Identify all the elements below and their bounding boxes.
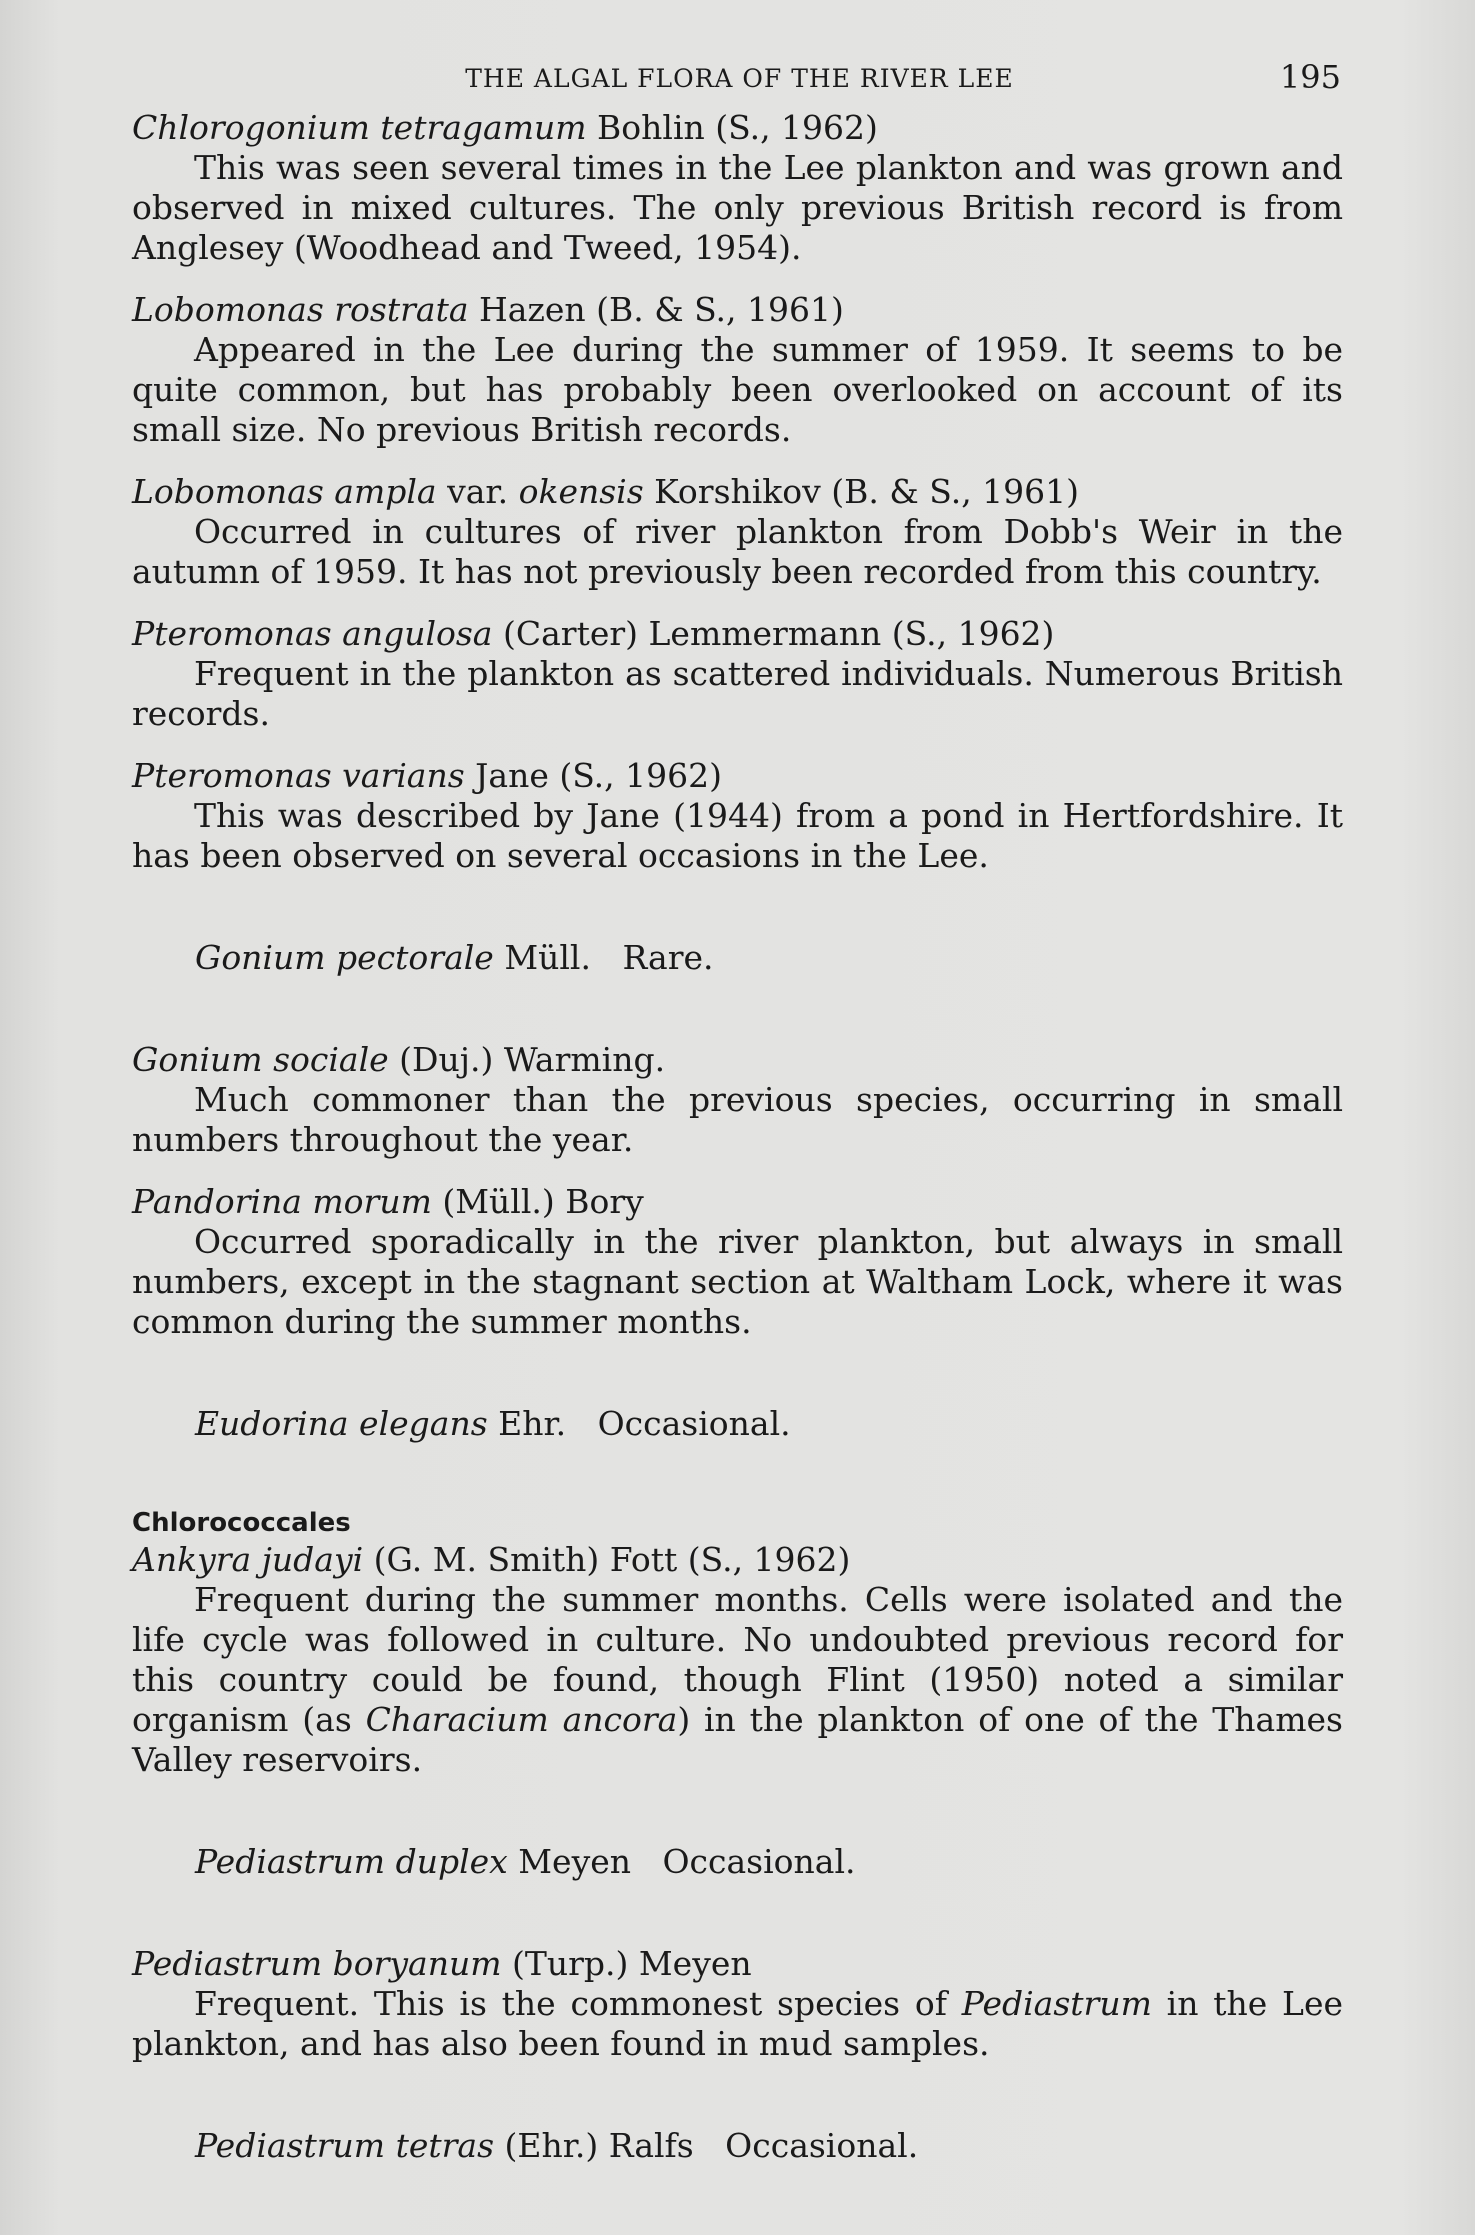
taxon-name (132, 1040, 1343, 1080)
taxon-binomial: Lobomonas rostrata (132, 290, 469, 329)
species-description: Occurred sporadically in the river plankton, but always in small numbers, except in the stagnant section at Waltham Lock, where it was common during the summer months. (132, 1222, 1343, 1341)
taxon-authority: (Müll.) Bory (442, 1182, 644, 1221)
species-description: This was seen several times in the Lee plankton and was grown and observed in mixed cultures. The only previous British record is from Anglesey (Woodhead and Tweed, 1954). (132, 148, 1343, 267)
species-description (132, 1580, 1343, 1780)
species-entry (132, 290, 1343, 450)
taxon-binomial: Pediastrum duplex (194, 1842, 508, 1881)
description-text: Frequent during the summer months. Cells were isolated and the life cycle was followed in culture. No undoubted previous record for this country could be found, though Flint (1950) noted a similar organism (as (132, 1580, 1343, 1739)
taxon-binomial: Pteromonas angulosa (132, 614, 493, 653)
description-italic-taxon: Characium ancora (365, 1700, 678, 1739)
taxon-binomial: Pandorina morum (132, 1182, 432, 1221)
taxon-binomial: Pediastrum tetras (194, 2126, 494, 2165)
taxon-name (132, 1802, 1343, 1922)
description-italic-taxon: Pediastrum (961, 1984, 1152, 2023)
taxon-authority: Müll. Rare. (504, 938, 714, 977)
species-description: Much commoner than the previous species, occurring in small numbers throughout the year. (132, 1080, 1343, 1159)
species-description: Frequent in the plankton as scattered individuals. Numerous British records. (132, 654, 1343, 733)
taxon-binomial: Ankyra judayi (132, 1540, 364, 1579)
taxon-authority: Jane (S., 1962) (475, 756, 722, 795)
taxon-name (132, 1364, 1343, 1484)
taxon-authority: Meyen Occasional. (518, 1842, 856, 1881)
page-number: 195 (1279, 58, 1341, 96)
taxon-authority: Ehr. Occasional. (498, 1404, 791, 1443)
species-entry (132, 1540, 1343, 1780)
taxon-name (132, 290, 1343, 330)
taxon-name (132, 2086, 1343, 2206)
species-entry (132, 1802, 1343, 1922)
taxon-binomial: Chlorogonium tetragamum (132, 108, 587, 147)
taxon-name (132, 472, 1343, 512)
taxon-name (132, 1182, 1343, 1222)
taxon-variety-marker: var. (447, 472, 509, 511)
description-text: in the Lee plankton, and has also been found in mud samples. (132, 1984, 1344, 2063)
taxon-authority: (Duj.) Warming. (399, 1040, 666, 1079)
taxon-name (132, 756, 1343, 796)
taxon-authority: Hazen (B. & S., 1961) (479, 290, 844, 329)
species-entry (132, 1364, 1343, 1484)
taxon-authority: (Turp.) Meyen (512, 1944, 752, 1983)
taxon-authority: (Carter) Lemmermann (S., 1962) (503, 614, 1055, 653)
species-entry (132, 614, 1343, 734)
species-entry (132, 1944, 1343, 2064)
taxon-authority: (Ehr.) Ralfs Occasional. (504, 2126, 919, 2165)
species-description: Occurred in cultures of river plankton from Dobb's Weir in the autumn of 1959. It has not previously been recorded from this country. (132, 512, 1343, 591)
species-description: This was described by Jane (1944) from a pond in Hertfordshire. It has been observed on several occasions in the Lee. (132, 796, 1343, 875)
species-description (132, 1984, 1343, 2064)
taxon-name (132, 898, 1343, 1018)
species-entry (132, 756, 1343, 876)
species-entry (132, 1040, 1343, 1160)
page-header (136, 58, 1343, 108)
running-title: THE ALGAL FLORA OF THE RIVER LEE (465, 64, 1014, 93)
taxon-authority: Bohlin (S., 1962) (597, 108, 878, 147)
species-entry (132, 2086, 1343, 2206)
species-entry (132, 898, 1343, 1018)
taxon-binomial: Pteromonas varians (132, 756, 465, 795)
taxon-binomial: Gonium sociale (132, 1040, 389, 1079)
taxon-binomial: Eudorina elegans (194, 1404, 488, 1443)
taxon-name (132, 1944, 1343, 1984)
taxon-name (132, 614, 1343, 654)
taxon-variety: okensis (518, 472, 644, 511)
taxon-name (132, 1540, 1343, 1580)
taxon-binomial: Pediastrum boryanum (132, 1944, 502, 1983)
section-heading: Chlorococcales (132, 1508, 351, 1538)
description-text: Frequent. This is the commonest species of (194, 1984, 962, 2023)
species-description: Appeared in the Lee during the summer of 1959. It seems to be quite common, but has probably been overlooked on account of its small size. No previous British records. (132, 330, 1343, 449)
taxon-binomial: Lobomonas ampla (132, 472, 437, 511)
species-entry (132, 1182, 1343, 1342)
description-text: ) in the plankton of one of the Thames Valley reservoirs. (132, 1700, 1343, 1779)
species-entry (132, 108, 1343, 268)
taxon-name (132, 108, 1343, 148)
taxon-authority: Korshikov (B. & S., 1961) (654, 472, 1080, 511)
taxon-authority: (G. M. Smith) Fott (S., 1962) (373, 1540, 851, 1579)
species-entry (132, 472, 1343, 592)
taxon-binomial: Gonium pectorale (194, 938, 494, 977)
